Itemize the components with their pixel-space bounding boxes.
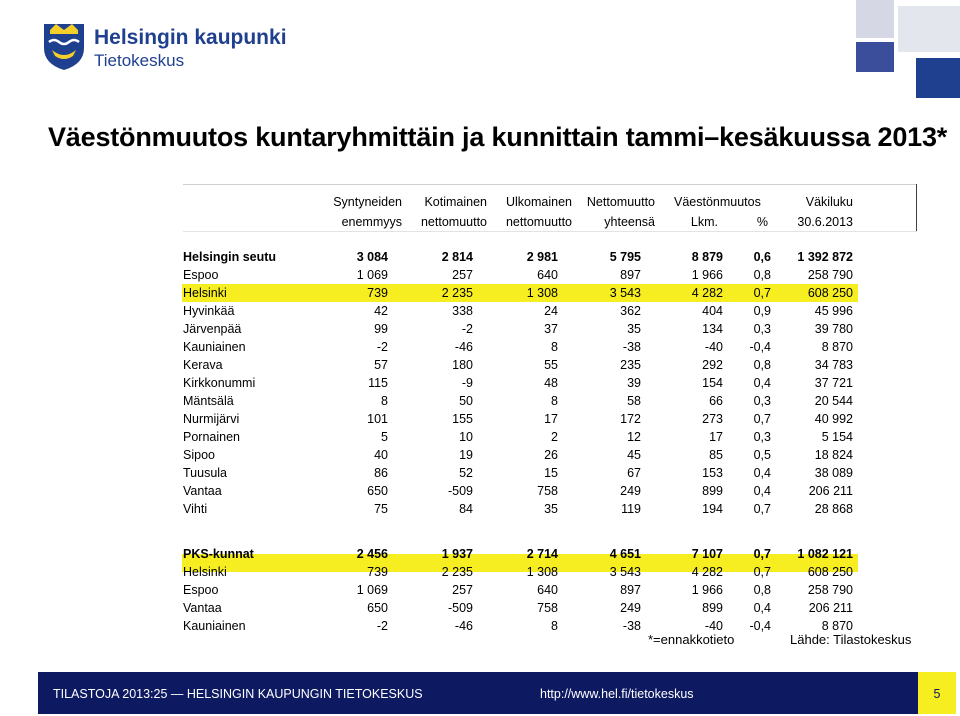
cell-foreign-net: 1 308: [526, 565, 558, 579]
table-row: [183, 374, 858, 392]
cell-change-count: 1 966: [691, 583, 723, 597]
footer-bar: [38, 672, 956, 714]
cell-population: 5 154: [821, 430, 853, 444]
cell-population: 1 082 121: [797, 547, 853, 561]
cell-foreign-net: 758: [537, 484, 558, 498]
cell-births-surplus: 650: [367, 484, 388, 498]
cell-change-count: 194: [702, 502, 723, 516]
cell-change-count: 292: [702, 358, 723, 372]
cell-change-count: 85: [709, 448, 723, 462]
municipality-name: Kerava: [183, 358, 223, 372]
cell-domestic-net: 10: [459, 430, 473, 444]
column-header-net-migration: Nettomuutto yhteensä: [586, 195, 655, 229]
cell-net-migration: 39: [627, 376, 641, 390]
cell-change-percent: 0,8: [753, 268, 771, 282]
cell-population: 258 790: [807, 583, 853, 597]
cell-change-count: 4 282: [691, 286, 723, 300]
cell-foreign-net: 2 981: [526, 250, 558, 264]
municipality-name: Helsinki: [183, 565, 227, 579]
cell-births-surplus: 5: [381, 430, 388, 444]
cell-net-migration: 897: [620, 268, 641, 282]
cell-domestic-net: 180: [452, 358, 473, 372]
column-header-population: Väkiluku 30.6.2013: [797, 195, 853, 229]
cell-domestic-net: 52: [459, 466, 473, 480]
cell-births-surplus: 1 069: [356, 268, 388, 282]
cell-population: 28 868: [814, 502, 853, 516]
municipality-name: Pornainen: [183, 430, 240, 444]
cell-change-count: 153: [702, 466, 723, 480]
cell-population: 8 870: [821, 340, 853, 354]
cell-change-percent: -0,4: [749, 619, 771, 633]
cell-domestic-net: 84: [459, 502, 473, 516]
municipality-name: Nurmijärvi: [183, 412, 240, 426]
municipality-name: Vihti: [183, 502, 208, 516]
cell-foreign-net: 8: [551, 619, 558, 633]
cell-domestic-net: 257: [452, 268, 473, 282]
cell-foreign-net: 55: [544, 358, 558, 372]
cell-net-migration: 35: [627, 322, 641, 336]
cell-births-surplus: 3 084: [356, 250, 388, 264]
cell-net-migration: 249: [620, 601, 641, 615]
cell-foreign-net: 1 308: [526, 286, 558, 300]
municipality-name: Vantaa: [183, 601, 222, 615]
table-row: [183, 320, 858, 338]
column-header-population-change: Väestönmuutos: [674, 195, 761, 209]
cell-net-migration: 67: [627, 466, 641, 480]
municipality-name: Sipoo: [183, 448, 215, 462]
cell-population: 258 790: [807, 268, 853, 282]
cell-births-surplus: 1 069: [356, 583, 388, 597]
cell-births-surplus: 739: [367, 565, 388, 579]
cell-foreign-net: 758: [537, 601, 558, 615]
cell-births-surplus: 2 456: [356, 547, 388, 561]
cell-net-migration: 249: [620, 484, 641, 498]
table-row: [183, 581, 858, 599]
cell-change-percent: 0,3: [753, 322, 771, 336]
municipality-name: Helsinki: [183, 286, 227, 300]
column-header-change-percent: %: [756, 215, 768, 229]
municipality-name: Kauniainen: [183, 619, 246, 633]
municipality-name: Kauniainen: [183, 340, 246, 354]
cell-births-surplus: -2: [376, 619, 388, 633]
footer-url[interactable]: http://www.hel.fi/tietokeskus: [540, 687, 694, 701]
cell-domestic-net: 257: [452, 583, 473, 597]
footer-publication: TILASTOJA 2013:25 — HELSINGIN KAUPUNGIN TIETOKESKUS: [53, 687, 423, 701]
cell-domestic-net: -9: [461, 376, 473, 390]
cell-net-migration: 3 543: [609, 565, 641, 579]
cell-change-percent: 0,7: [753, 547, 771, 561]
cell-births-surplus: 739: [367, 286, 388, 300]
cell-domestic-net: -46: [454, 340, 473, 354]
table-row: [183, 248, 858, 266]
decorative-square: [856, 0, 894, 38]
cell-domestic-net: 155: [452, 412, 473, 426]
cell-change-percent: -0,4: [749, 340, 771, 354]
municipality-name: PKS-kunnat: [183, 547, 254, 561]
cell-foreign-net: 48: [544, 376, 558, 390]
municipality-name: Helsingin seutu: [183, 250, 277, 264]
cell-change-percent: 0,4: [753, 466, 771, 480]
cell-change-count: 4 282: [691, 565, 723, 579]
cell-change-percent: 0,3: [753, 430, 771, 444]
cell-change-percent: 0,5: [753, 448, 771, 462]
cell-change-percent: 0,7: [753, 286, 771, 300]
cell-domestic-net: 19: [459, 448, 473, 462]
cell-change-count: 154: [702, 376, 723, 390]
cell-foreign-net: 37: [544, 322, 558, 336]
logo-title: Helsingin kaupunki: [94, 26, 287, 49]
cell-change-percent: 0,4: [753, 376, 771, 390]
cell-change-count: 1 966: [691, 268, 723, 282]
cell-population: 39 780: [814, 322, 853, 336]
municipality-name: Vantaa: [183, 484, 222, 498]
cell-foreign-net: 8: [551, 394, 558, 408]
cell-domestic-net: 50: [459, 394, 473, 408]
cell-net-migration: 4 651: [609, 547, 641, 561]
cell-births-surplus: 650: [367, 601, 388, 615]
decorative-square: [916, 58, 960, 98]
cell-change-count: 899: [702, 484, 723, 498]
cell-births-surplus: 42: [374, 304, 388, 318]
cell-change-percent: 0,8: [753, 583, 771, 597]
cell-change-percent: 0,4: [753, 484, 771, 498]
cell-domestic-net: -46: [454, 619, 473, 633]
municipality-name: Kirkkonummi: [183, 376, 256, 390]
cell-domestic-net: -509: [447, 484, 473, 498]
cell-foreign-net: 24: [544, 304, 558, 318]
cell-net-migration: 45: [627, 448, 641, 462]
cell-net-migration: 362: [620, 304, 641, 318]
cell-change-percent: 0,7: [753, 565, 771, 579]
cell-population: 40 992: [814, 412, 853, 426]
cell-change-percent: 0,6: [753, 250, 771, 264]
cell-population: 45 996: [814, 304, 853, 318]
cell-change-count: -40: [704, 619, 723, 633]
table-row: [183, 338, 858, 356]
cell-population: 37 721: [814, 376, 853, 390]
cell-foreign-net: 2 714: [526, 547, 558, 561]
cell-population: 18 824: [814, 448, 853, 462]
cell-net-migration: 119: [621, 502, 641, 516]
table-row: [183, 599, 858, 617]
cell-change-percent: 0,9: [753, 304, 771, 318]
cell-population: 206 211: [808, 601, 853, 615]
cell-change-percent: 0,8: [753, 358, 771, 372]
estimate-note: *=ennakkotieto: [648, 632, 735, 647]
cell-change-percent: 0,4: [753, 601, 771, 615]
cell-change-percent: 0,7: [753, 412, 771, 426]
cell-foreign-net: 17: [544, 412, 558, 426]
cell-population: 1 392 872: [797, 250, 853, 264]
cell-domestic-net: 2 235: [441, 286, 473, 300]
cell-births-surplus: 75: [374, 502, 388, 516]
table-row: [183, 410, 858, 428]
source-note: Lähde: Tilastokeskus: [790, 632, 912, 647]
table-row: [183, 428, 858, 446]
cell-foreign-net: 640: [537, 583, 558, 597]
cell-change-count: 404: [702, 304, 723, 318]
table-row: [183, 356, 858, 374]
cell-foreign-net: 15: [544, 466, 558, 480]
cell-change-count: 8 879: [691, 250, 723, 264]
cell-population: 608 250: [807, 565, 853, 579]
cell-births-surplus: 8: [381, 394, 388, 408]
page-title: Väestönmuutos kuntaryhmittäin ja kunnittain tammi–kesäkuussa 2013*: [48, 122, 948, 152]
table-row: [183, 617, 858, 635]
header-top-rule: [183, 184, 917, 185]
cell-foreign-net: 26: [544, 448, 558, 462]
cell-population: 38 089: [814, 466, 853, 480]
table-row: [183, 392, 858, 410]
table-row: [183, 464, 858, 482]
cell-net-migration: 897: [620, 583, 641, 597]
cell-domestic-net: 2 814: [441, 250, 473, 264]
cell-change-count: -40: [704, 340, 723, 354]
cell-net-migration: -38: [622, 340, 641, 354]
municipality-name: Hyvinkää: [183, 304, 235, 318]
cell-domestic-net: -2: [461, 322, 473, 336]
cell-net-migration: -38: [622, 619, 641, 633]
cell-net-migration: 3 543: [609, 286, 641, 300]
cell-change-count: 899: [702, 601, 723, 615]
table-row: [183, 563, 858, 581]
municipality-name: Mäntsälä: [183, 394, 234, 408]
cell-domestic-net: 2 235: [441, 565, 473, 579]
cell-change-count: 273: [702, 412, 723, 426]
cell-net-migration: 5 795: [609, 250, 641, 264]
cell-births-surplus: 101: [367, 412, 388, 426]
cell-change-count: 134: [702, 322, 723, 336]
municipality-name: Tuusula: [183, 466, 228, 480]
cell-domestic-net: 1 937: [441, 547, 473, 561]
cell-population: 34 783: [814, 358, 853, 372]
cell-foreign-net: 35: [544, 502, 558, 516]
helsinki-crest-icon: [42, 20, 86, 72]
column-header-births: Syntyneiden enemmyys: [333, 195, 402, 229]
column-header-change-count: Lkm.: [690, 215, 718, 229]
cell-population: 8 870: [821, 619, 853, 633]
cell-net-migration: 235: [620, 358, 641, 372]
municipality-name: Espoo: [183, 583, 219, 597]
cell-population: 608 250: [807, 286, 853, 300]
helsinki-logo: [42, 20, 287, 74]
table-row: [183, 284, 858, 302]
cell-foreign-net: 2: [551, 430, 558, 444]
cell-net-migration: 172: [620, 412, 641, 426]
cell-births-surplus: 57: [374, 358, 388, 372]
cell-domestic-net: -509: [447, 601, 473, 615]
table-row: [183, 302, 858, 320]
column-header-foreign-migration: Ulkomainen nettomuutto: [505, 195, 572, 229]
cell-foreign-net: 8: [551, 340, 558, 354]
cell-domestic-net: 338: [452, 304, 473, 318]
table-row: [183, 266, 858, 284]
cell-foreign-net: 640: [537, 268, 558, 282]
cell-births-surplus: 115: [368, 376, 388, 390]
table-row: [183, 446, 858, 464]
cell-change-percent: 0,3: [753, 394, 771, 408]
cell-births-surplus: 40: [374, 448, 388, 462]
municipality-name: Espoo: [183, 268, 219, 282]
page-number: 5: [933, 687, 941, 701]
municipality-name: Järvenpää: [183, 322, 242, 336]
cell-births-surplus: 99: [374, 322, 388, 336]
header-right-rule: [916, 184, 917, 232]
table-row: [183, 500, 858, 518]
decorative-square: [898, 6, 960, 52]
cell-net-migration: 12: [627, 430, 641, 444]
cell-births-surplus: 86: [374, 466, 388, 480]
logo-subtitle: Tietokeskus: [94, 51, 185, 70]
page-number-box: [918, 672, 956, 714]
cell-population: 20 544: [814, 394, 853, 408]
table-row: [183, 545, 858, 563]
column-header-domestic-migration: Kotimainen nettomuutto: [420, 195, 487, 229]
cell-change-percent: 0,7: [753, 502, 771, 516]
cell-population: 206 211: [808, 484, 853, 498]
cell-change-count: 7 107: [691, 547, 723, 561]
decorative-square: [856, 42, 894, 72]
cell-change-count: 17: [709, 430, 723, 444]
cell-net-migration: 58: [627, 394, 641, 408]
cell-change-count: 66: [709, 394, 723, 408]
table-row: [183, 482, 858, 500]
cell-births-surplus: -2: [376, 340, 388, 354]
